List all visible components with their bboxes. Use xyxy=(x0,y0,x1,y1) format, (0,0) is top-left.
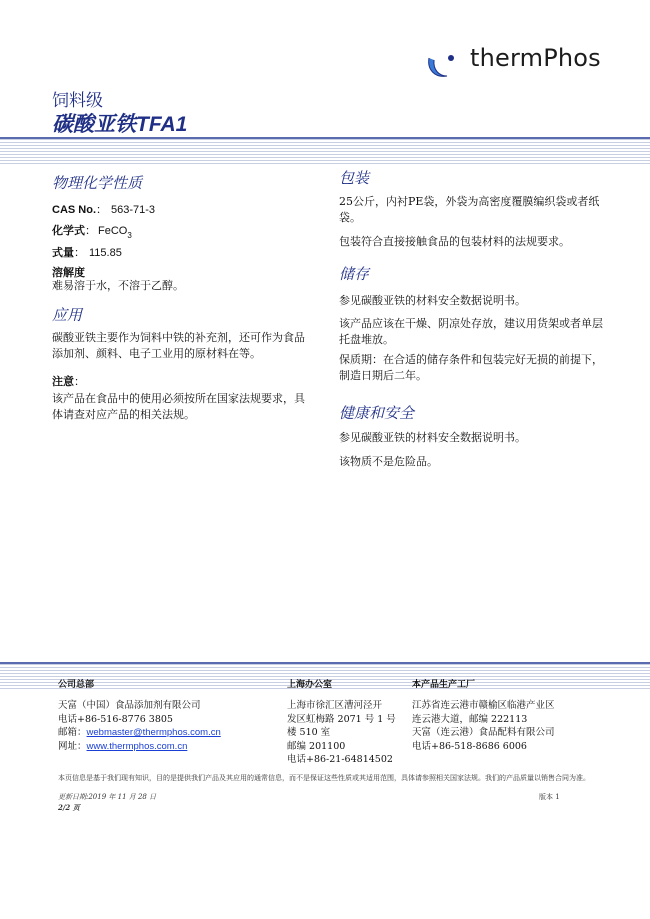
footer-version: 版本 1 xyxy=(539,793,560,801)
footer-factory-line-2: 连云港大道，邮编 222113 xyxy=(412,713,528,725)
footer-shanghai-line-5: 电话+86-21-64814502 xyxy=(287,754,393,765)
header-stripe-band xyxy=(0,137,650,165)
packaging-text-2: 包装符合直接接触食品的包装材料的法规要求。 xyxy=(339,235,570,248)
section-title-properties: 物理化学性质 xyxy=(52,174,143,192)
footer-shanghai-line-3: 楼 510 室 xyxy=(287,727,331,738)
footer-shanghai-line-4: 邮编 201100 xyxy=(287,740,346,752)
footer-hq-phone: 电话+86-516-8776 3805 xyxy=(58,713,173,725)
note-sep: ： xyxy=(74,376,85,388)
footer-updated-date: 更新日期:2019 年 11 月 28 日 xyxy=(58,793,157,801)
weight-row xyxy=(52,241,320,260)
note-label: 注意 xyxy=(52,376,74,388)
footer-hq-email-link[interactable]: webmaster@thermphos.com.cn xyxy=(86,727,221,738)
footer-hq-title: 公司总部 xyxy=(58,679,95,689)
cas-row xyxy=(52,198,320,217)
health-text-2: 该物质不是危险品。 xyxy=(339,455,438,468)
cas-sep: ： xyxy=(96,204,107,216)
footer-factory-line-4: 电话+86-518-8686 6006 xyxy=(412,740,527,752)
footer-shanghai-line-1: 上海市徐汇区漕河泾开 xyxy=(287,700,383,711)
solubility-text: 难易溶于水，不溶于乙醇。 xyxy=(52,279,184,292)
storage-text-1: 参见碳酸亚铁的材料安全数据说明书。 xyxy=(339,294,526,307)
note-text: 该产品在食品中的使用必须按所在国家法规要求，具体请查对应产品的相关法规。 xyxy=(52,392,305,421)
footer-hq-web-link[interactable]: www.thermphos.com.cn xyxy=(86,740,188,752)
formula-row xyxy=(52,219,320,240)
health-text-1: 参见碳酸亚铁的材料安全数据说明书。 xyxy=(339,431,526,444)
footer-page-number: 2/2 页 xyxy=(58,803,80,812)
document-category: 饲料级 xyxy=(52,91,103,111)
footer-shanghai-block xyxy=(287,699,402,767)
footer-shanghai-title: 上海办公室 xyxy=(287,679,333,689)
footer-disclaimer: 本页信息是基于我们现有知识，目的是提供我们产品及其应用的通常信息，而不是保证这些性质或其适用范围，具体请参照相关国家法规。我们的产品质量以销售合同为准。 xyxy=(58,774,590,782)
footer-factory-line-1: 江苏省连云港市赣榆区临港产业区 xyxy=(412,700,555,711)
footer-hq-block xyxy=(58,699,273,753)
storage-text-3: 保质期：在合适的储存条件和包装完好无损的前提下，制造日期后二年。 xyxy=(339,353,603,382)
formula-sep: ： xyxy=(85,225,96,237)
note-row xyxy=(52,370,320,389)
application-text: 碳酸亚铁主要作为饲料中铁的补充剂，还可作为食品添加剂、颜料、电子工业用的原材料在等。 xyxy=(52,331,305,360)
footer-shanghai-line-2: 发区虹梅路 2071 号 1 号 xyxy=(287,713,396,725)
footer-hq-company: 天富（中国）食品添加剂有限公司 xyxy=(58,700,201,711)
formula-subscript: 3 xyxy=(127,231,132,241)
cas-value: 563-71-3 xyxy=(111,204,156,216)
logo-text: thermPhos xyxy=(470,44,601,72)
section-title-storage: 储存 xyxy=(339,265,370,283)
document-title: 碳酸亚铁TFA1 xyxy=(52,113,188,136)
storage-text-2: 该产品应该在干燥、阴凉处存放，建议用货架或者单层托盘堆放。 xyxy=(339,317,603,346)
section-title-application: 应用 xyxy=(52,306,83,324)
footer-factory-title: 本产品生产工厂 xyxy=(412,679,476,689)
footer-factory-block xyxy=(412,699,602,753)
footer-hq-email-row xyxy=(58,726,273,740)
solubility-label: 溶解度 xyxy=(52,267,85,279)
section-title-packaging: 包装 xyxy=(339,169,370,187)
footer-hq-web-row xyxy=(58,740,273,754)
footer-factory-line-3: 天富（连云港）食品配料有限公司 xyxy=(412,727,555,738)
formula-value: FeCO xyxy=(98,225,128,237)
weight-value: 115.85 xyxy=(89,247,122,259)
formula-label: 化学式 xyxy=(52,225,85,237)
footer-hq-web-label: 网址： xyxy=(58,740,87,752)
weight-label: 式量 xyxy=(52,247,74,259)
weight-sep: ： xyxy=(74,247,85,259)
footer-hq-email-label: 邮箱： xyxy=(58,727,87,738)
thermphos-logo-icon xyxy=(425,52,461,82)
section-title-health: 健康和安全 xyxy=(339,404,415,422)
packaging-text-1: 25公斤，内衬PE袋，外袋为高密度覆膜编织袋或者纸袋。 xyxy=(339,195,600,224)
cas-label: CAS No. xyxy=(52,204,96,216)
